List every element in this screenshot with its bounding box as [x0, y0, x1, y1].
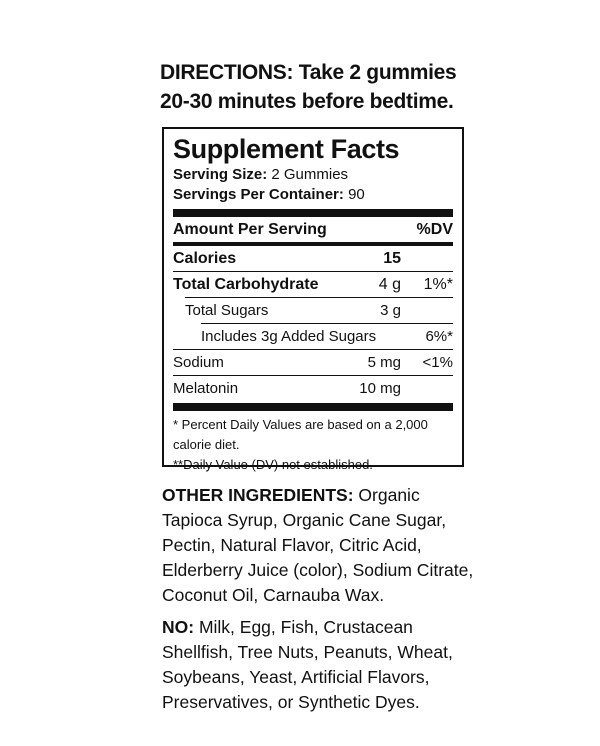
other-ingredients-text: Organic Tapioca Syrup, Organic Cane Sugar, Pectin, Natural Flavor, Citric Acid, Elderberry Juice (color), Sodium Citrate, Coconut Oil, Carnauba Wax.: [162, 485, 474, 605]
nutrient-label: Includes 3g Added Sugars: [201, 328, 377, 345]
nutrient-row-melatonin: [173, 376, 453, 401]
nutrient-dv: 6%*: [425, 328, 453, 345]
footnotes: [173, 411, 453, 475]
nutrient-dv: 1%*: [423, 276, 453, 293]
other-ingredients: [162, 483, 482, 608]
servings-per-container-value: 90: [348, 186, 365, 203]
nutrient-row-added-sugars: [173, 324, 453, 349]
nutrient-label: Melatonin: [173, 380, 239, 397]
nutrient-row-total-carbohydrate: [173, 272, 453, 297]
nutrient-row-sodium: [173, 350, 453, 375]
supplement-facts-panel: [162, 127, 464, 472]
nutrient-amount: 5 mg: [367, 354, 401, 371]
nutrient-label: Total Carbohydrate: [173, 276, 319, 293]
footnote-dv-not-established: **Daily Value (DV) not established.: [173, 457, 373, 472]
nutrient-row-calories: [173, 246, 453, 271]
divider-thick: [173, 209, 453, 217]
directions-line-2: 20-30 minutes before bedtime.: [160, 90, 454, 113]
nutrient-dv: <1%: [422, 354, 453, 371]
amount-header-row: [173, 217, 453, 242]
supplement-facts-title: Supplement Facts: [173, 134, 400, 164]
nutrient-amount: 15: [383, 250, 401, 267]
nutrient-label: Total Sugars: [185, 302, 269, 319]
amount-header: Amount Per Serving: [173, 221, 327, 238]
footnote-percent-dv: * Percent Daily Values are based on a 2,000 calorie diet.: [173, 417, 428, 452]
nutrient-amount: 10 mg: [359, 380, 401, 397]
divider-thick: [173, 403, 453, 411]
nutrient-row-total-sugars: [173, 298, 453, 323]
serving-size-label: Serving Size:: [173, 166, 268, 183]
servings-per-container-label: Servings Per Container:: [173, 186, 344, 203]
nutrient-amount: 4 g: [378, 276, 401, 293]
dv-header: %DV: [416, 221, 453, 238]
other-ingredients-label: OTHER INGREDIENTS:: [162, 485, 354, 505]
no-label: NO:: [162, 617, 195, 637]
nutrient-amount: 3 g: [380, 302, 401, 319]
serving-size-value: 2 Gummies: [271, 166, 349, 183]
no-list-text: Milk, Egg, Fish, Crustacean Shellfish, Tree Nuts, Peanuts, Wheat, Soybeans, Yeast, Artificial Flavors, Preservatives, or Synthetic Dyes.: [162, 617, 453, 712]
servings-per-container: [173, 185, 453, 205]
directions-line-1: DIRECTIONS: Take 2 gummies: [160, 61, 457, 84]
allergen-free-list: [162, 615, 482, 715]
nutrient-label: Sodium: [173, 354, 224, 371]
serving-size: [173, 165, 453, 185]
directions: [160, 58, 580, 116]
nutrient-label: Calories: [173, 250, 237, 267]
